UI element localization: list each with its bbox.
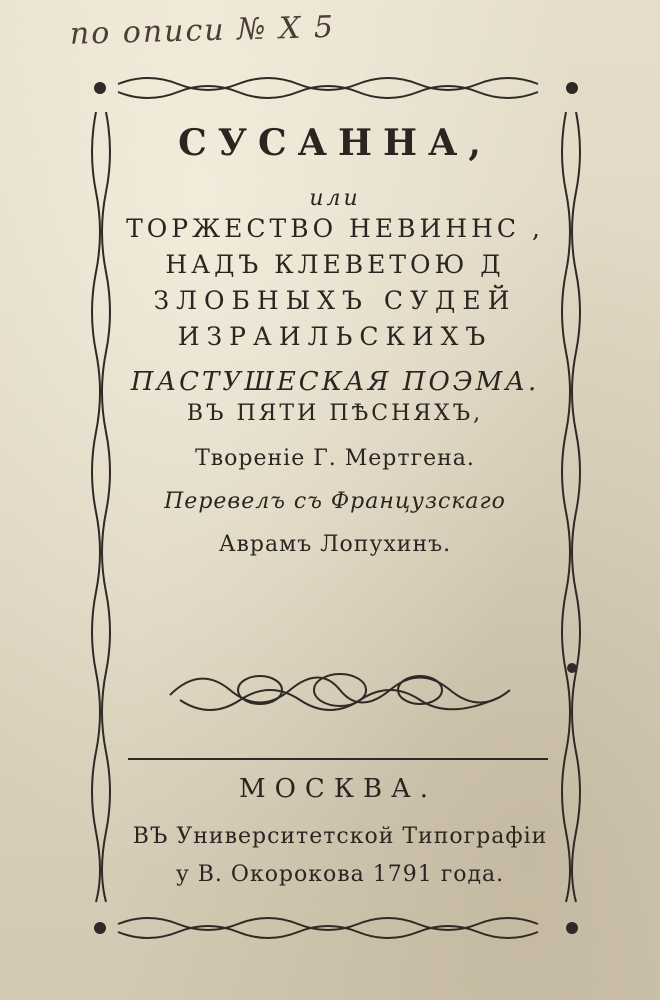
floral-vignette <box>160 655 520 725</box>
subtitle-line-4: ИЗРАИЛЬСКИХЪ <box>177 322 493 351</box>
subtitle-line-3: ЗЛОБНЫХЪ СУДЕЙ <box>153 286 517 315</box>
imprint-city: МОСКВА. <box>238 774 437 804</box>
printer-line-2: у В. Окорокова 1791 года. <box>175 862 505 887</box>
title-connector: или <box>309 186 361 211</box>
imprint-printer <box>110 818 570 894</box>
divider-rule <box>128 758 548 760</box>
title-text-block <box>120 118 550 557</box>
printer-line-1: ВЪ Университетской Типографiи <box>132 824 548 849</box>
translator-line: Аврамъ Лопухинъ. <box>218 532 452 557</box>
book-title: СУСАННА, <box>178 122 492 164</box>
handwritten-inventory-note: по описи № X 5 <box>69 9 336 52</box>
subtitle-line-2: НАДЪ КЛЕВЕТОЮ Д <box>165 250 505 279</box>
translated-from-line: Перевелъ съ Французскаго <box>164 489 506 514</box>
genre-line: ПАСТУШЕСКАЯ ПОЭМА. <box>130 367 540 397</box>
cantos-line: ВЪ ПЯТИ ПѢСНЯХЪ, <box>186 401 484 426</box>
author-line: Творенiе Г. Мертгена. <box>195 446 475 471</box>
subtitle-line-1: ТОРЖЕСТВО НЕВИННС , <box>126 214 544 243</box>
